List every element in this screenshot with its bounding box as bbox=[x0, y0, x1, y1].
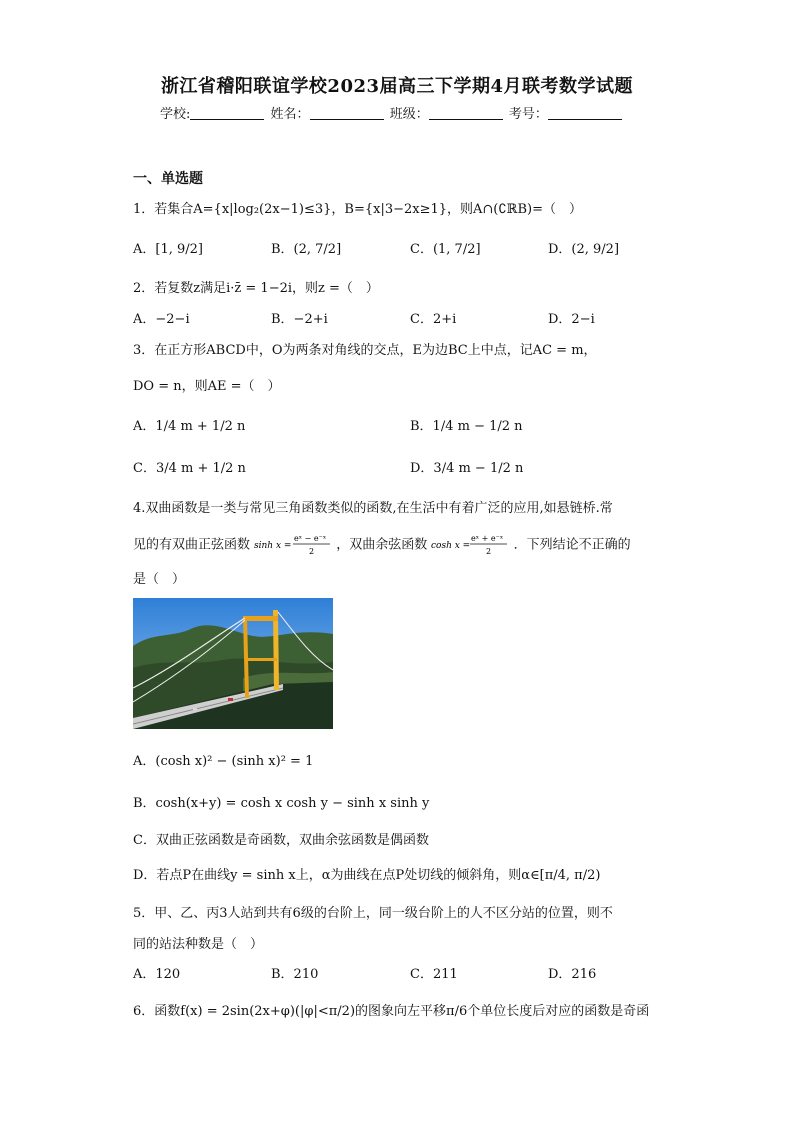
number-blank[interactable] bbox=[548, 107, 622, 120]
cosh-formula bbox=[431, 532, 509, 558]
svg-text:eˣ + e⁻ˣ: eˣ + e⁻ˣ bbox=[471, 534, 504, 543]
sinh-def-lead: 见的有双曲正弦函数 bbox=[133, 537, 251, 553]
suspension-bridge-photo bbox=[133, 598, 333, 729]
question-2-option-c[interactable]: C．2+i bbox=[410, 312, 457, 327]
question-1-option-a[interactable]: A．[1, 9/2] bbox=[133, 242, 203, 257]
question-5-stem-line1: 5．甲、乙、丙3人站到共有6级的台阶上，同一级台阶上的人不区分站的位置，则不 bbox=[133, 906, 613, 921]
question-4-stem-line2 bbox=[133, 532, 631, 558]
question-1-option-d[interactable]: D．(2, 9/2] bbox=[548, 242, 620, 257]
question-1-option-b[interactable]: B．(2, 7/2] bbox=[271, 242, 342, 257]
cosh-def-lead: ，双曲余弦函数 bbox=[336, 537, 428, 553]
svg-text:sinh x =: sinh x = bbox=[254, 541, 292, 551]
question-4-stem-line1: 4.双曲函数是一类与常见三角函数类似的函数,在生活中有着广泛的应用,如悬链桥.常 bbox=[133, 501, 613, 516]
page-title: 浙江省稽阳联谊学校2023届高三下学期4月联考数学试题 bbox=[160, 76, 634, 97]
question-2-option-b[interactable]: B．−2+i bbox=[271, 312, 328, 327]
svg-text:cosh x =: cosh x = bbox=[431, 541, 471, 551]
question-4-option-d[interactable]: D．若点P在曲线y = sinh x上，α为曲线在点P处切线的倾斜角，则α∈[π/4, π/2) bbox=[133, 868, 601, 883]
student-info-line bbox=[160, 103, 624, 122]
school-blank[interactable] bbox=[190, 107, 264, 120]
name-blank[interactable] bbox=[310, 107, 384, 120]
section-heading: 一、单选题 bbox=[133, 171, 203, 187]
question-3-option-d[interactable]: D．3/4 m − 1/2 n bbox=[410, 461, 524, 476]
class-blank[interactable] bbox=[429, 107, 503, 120]
question-3-stem-line2: DO = n，则AE =（ ） bbox=[133, 379, 281, 394]
question-4-option-c[interactable]: C．双曲正弦函数是奇函数，双曲余弦函数是偶函数 bbox=[133, 833, 429, 848]
class-label: 班级： bbox=[389, 107, 429, 122]
question-2-option-d[interactable]: D．2−i bbox=[548, 312, 595, 327]
question-3-stem-line1: 3．在正方形ABCD中，O为两条对角线的交点，E为边BC上中点，记AC = m， bbox=[133, 343, 597, 358]
question-1-option-c[interactable]: C．(1, 7/2] bbox=[410, 242, 481, 257]
question-3-option-c[interactable]: C．3/4 m + 1/2 n bbox=[133, 461, 246, 476]
svg-text:2: 2 bbox=[486, 547, 492, 556]
sinh-formula bbox=[254, 532, 332, 558]
question-5-stem-line2: 同的站法种数是（ ） bbox=[133, 937, 264, 952]
svg-text:2: 2 bbox=[309, 547, 315, 556]
question-5-option-b[interactable]: B．210 bbox=[271, 967, 319, 982]
school-label: 学校: bbox=[160, 107, 191, 122]
question-3-option-a[interactable]: A．1/4 m + 1/2 n bbox=[133, 419, 246, 434]
question-4-option-b[interactable]: B．cosh(x+y) = cosh x cosh y − sinh x sinh y bbox=[133, 796, 430, 811]
number-label: 考号： bbox=[508, 107, 548, 122]
question-5-option-c[interactable]: C．211 bbox=[410, 967, 458, 982]
question-4-option-a[interactable]: A．(cosh x)² − (sinh x)² = 1 bbox=[133, 754, 314, 769]
question-3-option-b[interactable]: B．1/4 m − 1/2 n bbox=[410, 419, 523, 434]
question-5-option-a[interactable]: A．120 bbox=[133, 967, 181, 982]
question-6-stem: 6．函数f(x) = 2sin(2x+φ)(|φ|<π/2)的图象向左平移π/6个单位长度后对应的函数是奇函 bbox=[133, 1004, 650, 1019]
svg-text:eˣ − e⁻ˣ: eˣ − e⁻ˣ bbox=[294, 534, 327, 543]
question-2-stem: 2．若复数z满足i·z̄ = 1−2i，则z =（ ） bbox=[133, 281, 379, 296]
question-5-option-d[interactable]: D．216 bbox=[548, 967, 597, 982]
q4-stem-tail: ．下列结论不正确的 bbox=[513, 537, 631, 553]
name-label: 姓名： bbox=[270, 107, 310, 122]
question-2-option-a[interactable]: A．−2−i bbox=[133, 312, 190, 327]
question-1-stem: 1．若集合A={x|log₂(2x−1)≤3}，B={x|3−2x≥1}，则A∩(∁ℝB)=（ ） bbox=[133, 202, 582, 217]
question-4-stem-line3: 是（ ） bbox=[133, 572, 186, 587]
